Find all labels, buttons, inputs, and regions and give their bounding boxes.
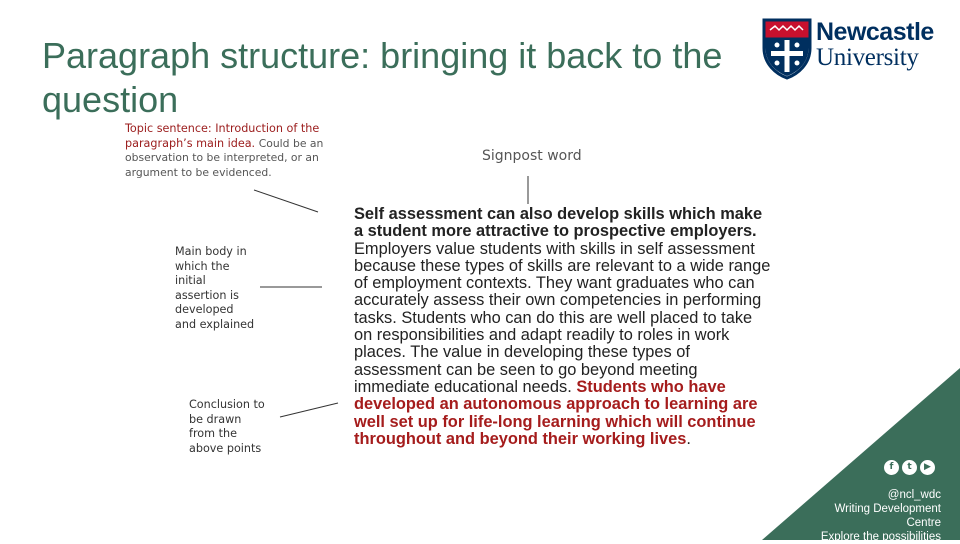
footer-contact [821, 488, 941, 544]
facebook-icon[interactable]: f [884, 460, 899, 475]
footer-tagline: Explore the possibilities [820, 531, 941, 543]
youtube-icon[interactable]: ▶ [920, 460, 935, 475]
footer-line-writing-development: Writing Development [834, 503, 941, 515]
social-icons [884, 460, 935, 475]
paragraph-conclusion: Students who have developed an autonomous approach to learning are well set up for life-long learning which will continue throughout and beyond their working lives [354, 377, 758, 448]
footer-handle[interactable]: @ncl_wdc [887, 489, 941, 501]
paragraph-end-punctuation: . [686, 429, 691, 448]
paragraph-topic-sentence: Self assessment can also develop skills which make a student more attractive to prospective employers. [354, 205, 763, 241]
topic-annotation-detail: Could be an observation to be interpreted, or an argument to be evidenced. [125, 136, 324, 179]
logo-line-university: University [816, 44, 919, 71]
conclusion-annotation: Conclusion to be drawn from the above points [189, 398, 265, 455]
logo-line-newcastle: Newcastle [816, 18, 934, 46]
footer-line-centre: Centre [906, 517, 941, 529]
twitter-icon[interactable]: t [902, 460, 917, 475]
topic-annotation-heading: Topic sentence: Introduction of the paragraph’s main idea. [125, 122, 320, 150]
main-body-annotation: Main body in which the initial assertion is developed and explained [175, 245, 255, 331]
paragraph-main-body: Employers value students with skills in self assessment because these types of skills are relevant to a wide range of employment contexts. They want graduates who can accurately assess their own competencies in performing tasks. Students who can do this are well placed to take on responsibilities and adapt readily to roles in work places. The value in developing these types of assessment can be seen to go beyond meeting immediate educational needs. [354, 239, 771, 396]
slide-title: Paragraph structure: bringing it back to the question [42, 35, 723, 120]
signpost-annotation: Signpost word [482, 148, 582, 164]
